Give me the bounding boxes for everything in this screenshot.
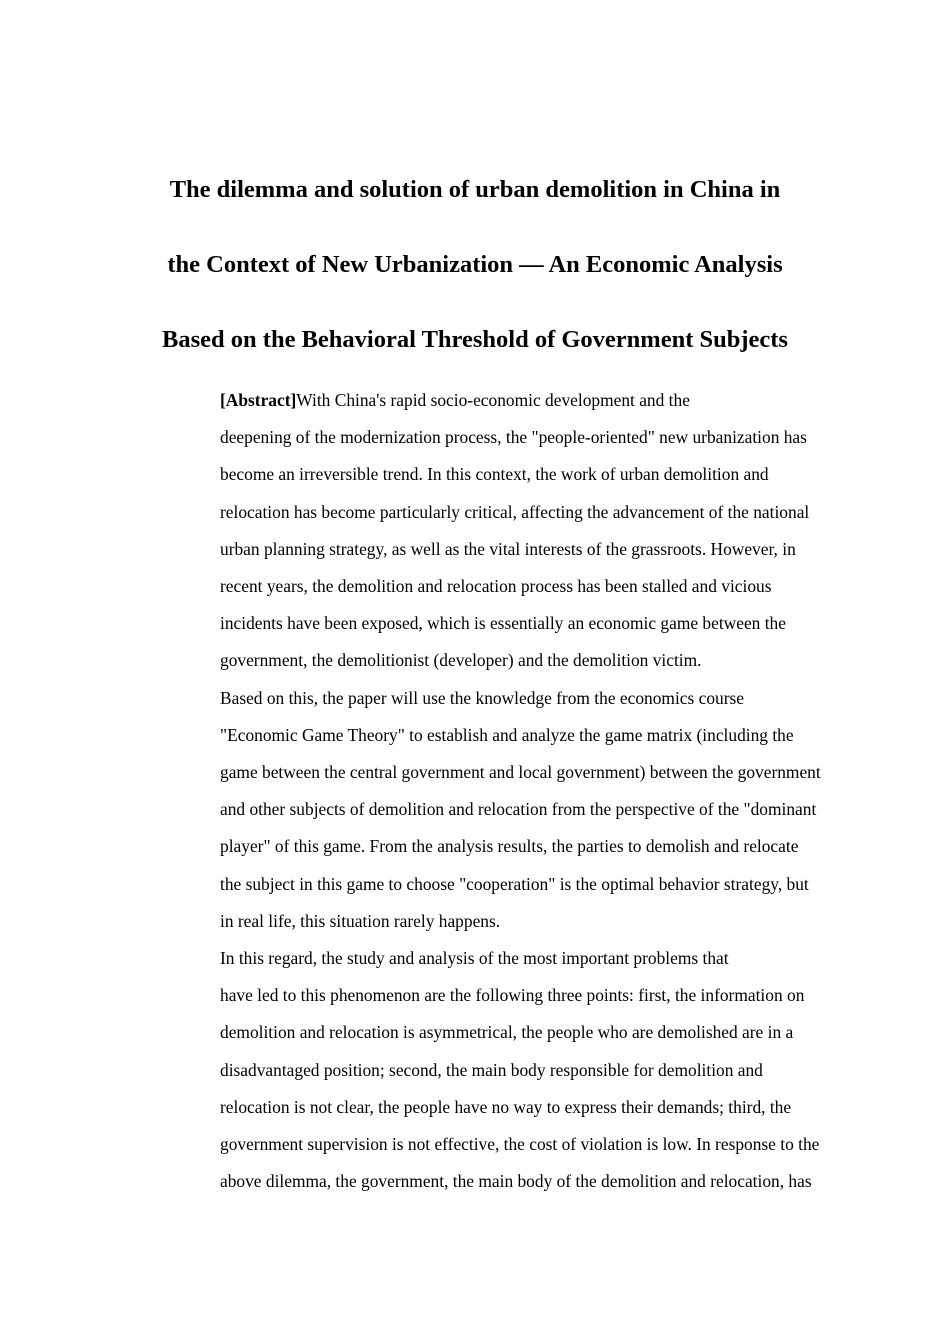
text-line: demolition and relocation is asymmetrical, the people who are demolished are in a (220, 1022, 794, 1043)
text-line: player" of this game. From the analysis results, the parties to demolish and relocate (220, 836, 799, 857)
text-line: urban planning strategy, as well as the vital interests of the grassroots. However, in (220, 538, 796, 559)
text-line: government, the demolitionist (developer) and the demolition victim. (220, 650, 702, 671)
text-line: relocation is not clear, the people have no way to express their demands; third, the (220, 1096, 792, 1117)
paper-title (100, 152, 850, 377)
text-line: recent years, the demolition and relocation process has been stalled and vicious (220, 576, 772, 597)
text-line: relocation has become particularly critical, affecting the advancement of the national (220, 501, 810, 522)
text-line: incidents have been exposed, which is essentially an economic game between the (220, 613, 786, 634)
text-line: the subject in this game to choose "cooperation" is the optimal behavior strategy, but (220, 873, 809, 894)
title-line: the Context of New Urbanization — An Economic Analysis (167, 251, 783, 278)
text-line: Based on this, the paper will use the knowledge from the economics course (220, 687, 744, 708)
text-line: become an irreversible trend. In this context, the work of urban demolition and (220, 464, 769, 485)
text-line: "Economic Game Theory" to establish and analyze the game matrix (including the (220, 724, 794, 745)
text-line: in real life, this situation rarely happens. (220, 910, 501, 931)
abstract-label: [Abstract] (220, 390, 297, 410)
abstract-section (144, 382, 821, 1200)
text-line: game between the central government and local government) between the government (220, 762, 821, 783)
text-line (144, 382, 807, 419)
text-line: have led to this phenomenon are the following three points: first, the information on (220, 985, 805, 1006)
text-line: disadvantaged position; second, the main body responsible for demolition and (220, 1059, 763, 1080)
title-line: Based on the Behavioral Threshold of Government Subjects (162, 326, 788, 353)
text-line: deepening of the modernization process, the "people-oriented" new urbanization has (220, 427, 807, 448)
abstract-paragraph-2 (144, 680, 821, 940)
text-line-content: With China's rapid socio-economic development and the (296, 390, 690, 410)
text-line: government supervision is not effective, the cost of violation is low. In response to the (220, 1134, 820, 1155)
text-line: and other subjects of demolition and relocation from the perspective of the "dominant (220, 799, 817, 820)
title-line: The dilemma and solution of urban demolition in China in (169, 176, 781, 203)
text-line: above dilemma, the government, the main body of the demolition and relocation, has (220, 1171, 812, 1192)
text-line: In this regard, the study and analysis of the most important problems that (220, 948, 729, 969)
abstract-paragraph-3 (144, 940, 820, 1200)
abstract-paragraph-1 (144, 382, 810, 680)
